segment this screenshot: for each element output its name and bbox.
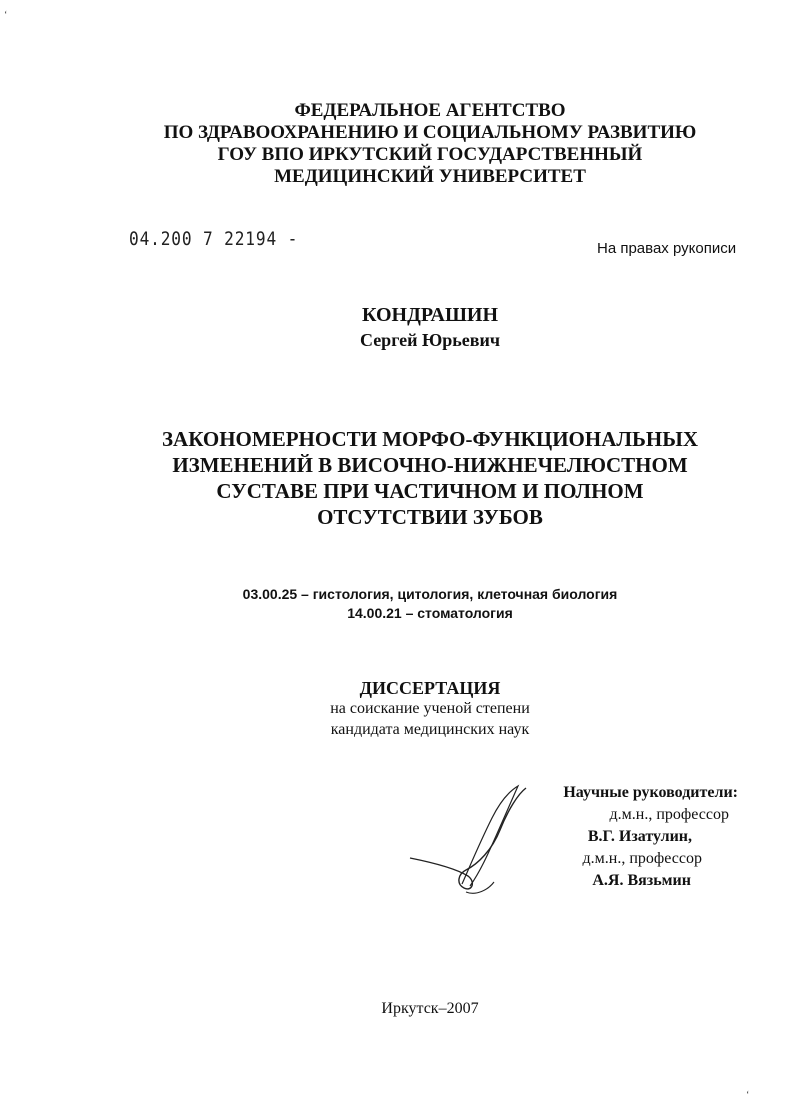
signature-stroke [462,786,518,886]
scan-mark: ʻ [746,1090,750,1101]
degree-line: кандидата медицинских наук [330,721,530,738]
agency-line: ГОУ ВПО ИРКУТСКИЙ ГОСУДАРСТВЕННЫЙ [217,144,643,165]
agency-line: МЕДИЦИНСКИЙ УНИВЕРСИТЕТ [274,166,586,187]
dissertation-degree [30,698,795,740]
supervisors-heading: Научные руководители: [563,784,738,801]
agency-line: ФЕДЕРАЛЬНОЕ АГЕНТСТВО [294,100,566,121]
dissertation-heading: ДИССЕРТАЦИЯ [359,678,501,698]
thesis-title [30,426,795,530]
title-line: ЗАКОНОМЕРНОСТИ МОРФО-ФУНКЦИОНАЛЬНЫХ [161,427,699,451]
agency-header [30,100,795,188]
scan-mark: ʻ [4,10,8,21]
supervisor-degree: д.м.н., профессор [582,850,702,867]
title-line: ОТСУТСТВИИ ЗУБОВ [317,505,543,529]
supervisor-degree: д.м.н., профессор [609,806,729,823]
rights-note: На правах рукописи [597,240,737,257]
specialty-line: 14.00.21 – стоматология [347,605,513,621]
handwritten-signature [400,780,540,900]
city-year: Иркутск–2007 [381,1000,479,1017]
specialty-codes [30,585,795,623]
library-stamp-number: 04.200 7 22194 - [129,228,299,250]
specialty-line: 03.00.25 – гистология, цитология, клеточная биология [242,586,618,602]
author-given-names: Сергей Юрьевич [359,330,501,350]
title-line: СУСТАВЕ ПРИ ЧАСТИЧНОМ И ПОЛНОМ [216,479,644,503]
degree-line: на соискание ученой степени [330,700,530,717]
author-surname: КОНДРАШИН [361,304,499,326]
supervisor-name: В.Г. Изатулин, [587,828,692,845]
signature-stroke [410,788,526,889]
title-line: ИЗМЕНЕНИЙ В ВИСОЧНО-НИЖНЕЧЕЛЮСТНОМ [172,453,688,477]
supervisors-block [520,782,745,892]
supervisor-name: А.Я. Вязьмин [592,872,691,889]
agency-line: ПО ЗДРАВООХРАНЕНИЮ И СОЦИАЛЬНОМУ РАЗВИТИЮ [163,122,697,143]
